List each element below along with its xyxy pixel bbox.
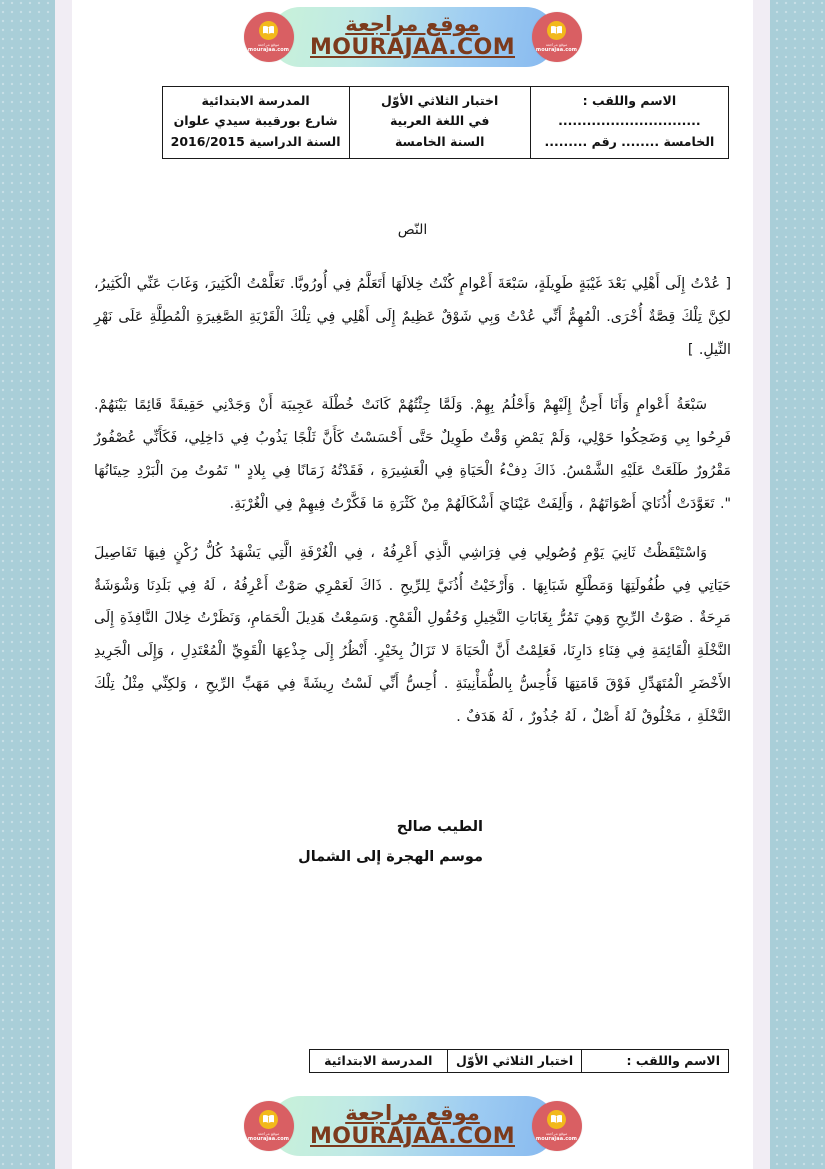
school-year: السنة الدراسية 2016/2015 <box>170 133 341 149</box>
logo-caption-url: mourajaa.com <box>247 46 290 53</box>
table-row <box>309 1050 728 1073</box>
open-book-icon <box>259 21 278 40</box>
author-name: الطيب صالح <box>396 819 483 835</box>
exam-title-line2: في اللغة العربية <box>389 113 490 129</box>
header-cell-student <box>530 87 728 159</box>
open-book-icon <box>547 21 566 40</box>
logo-caption-url: mourajaa.com <box>535 46 578 53</box>
mourajaa-logo-badge-left <box>244 1101 294 1151</box>
open-book-icon <box>259 1110 278 1129</box>
exam-footer-table <box>309 1049 729 1073</box>
passage-paragraph-3: وَاسْتَيْقَظْتُ ثَانِيَ يَوْمِ وُصُولِي فِي فِرَاشِي الَّذِي أَعْرِفُهُ ، فِي الْغُرْفَةِ الَّتِي يَشْهَدُ كُلُّ رُكْنٍ فِيهَا تَفَاصِيلَ حَيَاتِي فِي طُفُولَتِهَا وَمَطْلَعِ شَبَابِهَا . وَأَرْخَيْتُ أُذُنَيَّ لِلرِّيحِ . ذَاكَ لَعَمْرِي صَوْتٌ أَعْرِفُهُ ، لَهُ فِي بَلَدِنَا وَشْوَشَةٌ مَرِحَةٌ . صَوْتُ الرِّيحِ وَهِيَ تَمُرُّ بِغَابَاتِ النَّخِيلِ وَحُقُولِ الْقَمْحِ. وَسَمِعْتُ هَدِيلَ الْحَمَامِ، وَنَظَرْتُ خِلالَ النَّافِذَةِ إِلَى النَّخْلَةِ الْقَائِمَةِ فِي فِنَاءِ دَارِنَا، فَعَلِمْتُ أَنَّ الْحَيَاةَ لا تَزَالُ بِخَيْرٍ. أَنْظُرُ إِلَى جِذْعِهَا الْقَوِيِّ الْمُعْتَدِلِ ، وَإِلَى الْجَرِيدِ الأَخْضَرِ الْمُتَهَدِّلِ فَوْقَ قَامَتِهَا فَأُحِسُّ بِالطُّمَأْنِينَةِ . أُحِسُّ أَنِّي لَسْتُ رِيشَةً فِي مَهَبِّ الرِّيحِ ، وَلكِنِّي مِثْلُ تِلْكَ النَّخْلَةِ ، مَخْلُوقٌ لَهُ أَصْلٌ ، لَهُ جُذُورٌ ، لَهُ هَدَفٌ . <box>94 544 731 726</box>
logo-caption <box>248 1131 289 1142</box>
exam-title-line3: السنة الخامسة <box>394 133 485 149</box>
header-cell-school <box>162 87 349 159</box>
passage-paragraph-2: سَبْعَةُ أَعْوامٍ وَأَنَا أَحِنُّ إِلَيْهِمْ وَأَحْلُمُ بِهِمْ. وَلَمَّا جِئْتُهُمْ كَانَتْ خُطْلَة عَجِيبَة أَنْ وَجَدْنِي حَقِيقَةً قَائِمًا بَيْنَهُمْ. فَرِحُوا بِي وَضَحِكُوا حَوْلِي، وَلَمْ يَمْضِ وَقْتٌ طَوِيلٌ حَتَّى أَحْسَسْتُ كَأَنَّ ثَلْجًا يَذُوبُ فِي دَاخِلِي، فَكَأَنِّي عُصْفُورٌ مَقْرُورٌ طَلَعَتْ عَلَيْهِ الشَّمْسُ. ذَاكَ دِفْءُ الْحَيَاةِ فِي الْعَشِيرَةِ ، فَقَدْتُهُ زَمَانًا فِي بِلادٍ " تَمُوتُ مِنَ الْبَرْدِ حِيتَانُهَا ". تَعَوَّدَتْ أُذُنَايَ أَصْوَاتَهُمْ ، وَأَلِفَتْ عَيْنَايَ أَشْكَالَهُمْ مِنْ كَثْرَةِ مَا فَكَّرْتُ فِيهِمْ فِي الْغُرْبَةِ. <box>94 396 731 512</box>
mourajaa-logo-badge-left <box>244 12 294 62</box>
logo-caption <box>536 42 577 53</box>
mourajaa-logo-badge-right <box>532 12 582 62</box>
banner-inner <box>248 5 578 69</box>
logo-caption-arabic: موقع مراجعة <box>257 1130 280 1136</box>
passage-attribution <box>298 812 483 873</box>
logo-caption-arabic: موقع مراجعة <box>545 41 568 47</box>
open-book-icon <box>547 1110 566 1129</box>
footer-cell-student: الاسم واللقب : <box>582 1050 729 1073</box>
header-cell-exam <box>349 87 530 159</box>
banner-url-label[interactable]: MOURAJAA.COM <box>310 1123 515 1149</box>
watermark-banner-bottom <box>0 1091 825 1161</box>
exam-title-line1: اختبار الثلاثي الأوّل <box>381 93 499 108</box>
student-class-number-blank[interactable]: الخامسة ........ رقم ......... <box>544 133 715 149</box>
student-name-blank[interactable]: .............................. <box>558 113 701 129</box>
document-content <box>72 0 753 1169</box>
watermark-banner-top <box>0 2 825 72</box>
banner-inner <box>248 1094 578 1158</box>
banner-text-block <box>310 13 515 61</box>
table-row <box>162 87 728 159</box>
student-name-label: الاسم واللقب : <box>582 93 677 108</box>
passage-paragraph-1: [ عُدْتُ إِلَى أَهْلِي بَعْدَ غَيْبَةٍ طَوِيلَةٍ، سَبْعَةَ أَعْوامٍ كُنْتُ خِلالَهَا أَتَعَلَّمُ فِي أُورُوبَّا. تَعَلَّمْتُ الْكَثِيرَ، وَغَابَ عَنِّي الْكَثِيرُ، لكِنَّ تِلْكَ قِصَّةٌ أُخْرَى. الْمُهِمُّ أَنِّي عُدْتُ وَبِي شَوْقٌ عَظِيمٌ إِلَى أَهْلِي فِي تِلْكَ الْقَرْيَةِ الصَّغِيرَةِ الْمُطِلَّةِ عَلَى نَهْرِ النِّيلِ. ] <box>94 276 731 358</box>
banner-url-label[interactable]: MOURAJAA.COM <box>310 34 515 60</box>
logo-caption <box>536 1131 577 1142</box>
school-address: شارع بورقيبة سيدي علوان <box>173 113 338 129</box>
banner-arabic-label: موقع مراجعة <box>345 1100 480 1125</box>
logo-caption-url: mourajaa.com <box>535 1135 578 1142</box>
footer-cell-school: المدرسة الابتدائية <box>309 1050 447 1073</box>
banner-arabic-label: موقع مراجعة <box>345 11 480 36</box>
mourajaa-logo-badge-right <box>532 1101 582 1151</box>
logo-caption-arabic: موقع مراجعة <box>545 1130 568 1136</box>
banner-text-block <box>310 1102 515 1150</box>
logo-caption-url: mourajaa.com <box>247 1135 290 1142</box>
school-name: المدرسة الابتدائية <box>201 93 310 108</box>
logo-caption <box>248 42 289 53</box>
footer-cell-exam: اختبار الثلاثي الأوّل <box>448 1050 582 1073</box>
exam-header-table <box>162 86 729 159</box>
logo-caption-arabic: موقع مراجعة <box>257 41 280 47</box>
passage-heading: النّص <box>397 222 428 238</box>
passage-body <box>94 268 731 750</box>
source-title: موسم الهجرة إلى الشمال <box>298 849 483 866</box>
